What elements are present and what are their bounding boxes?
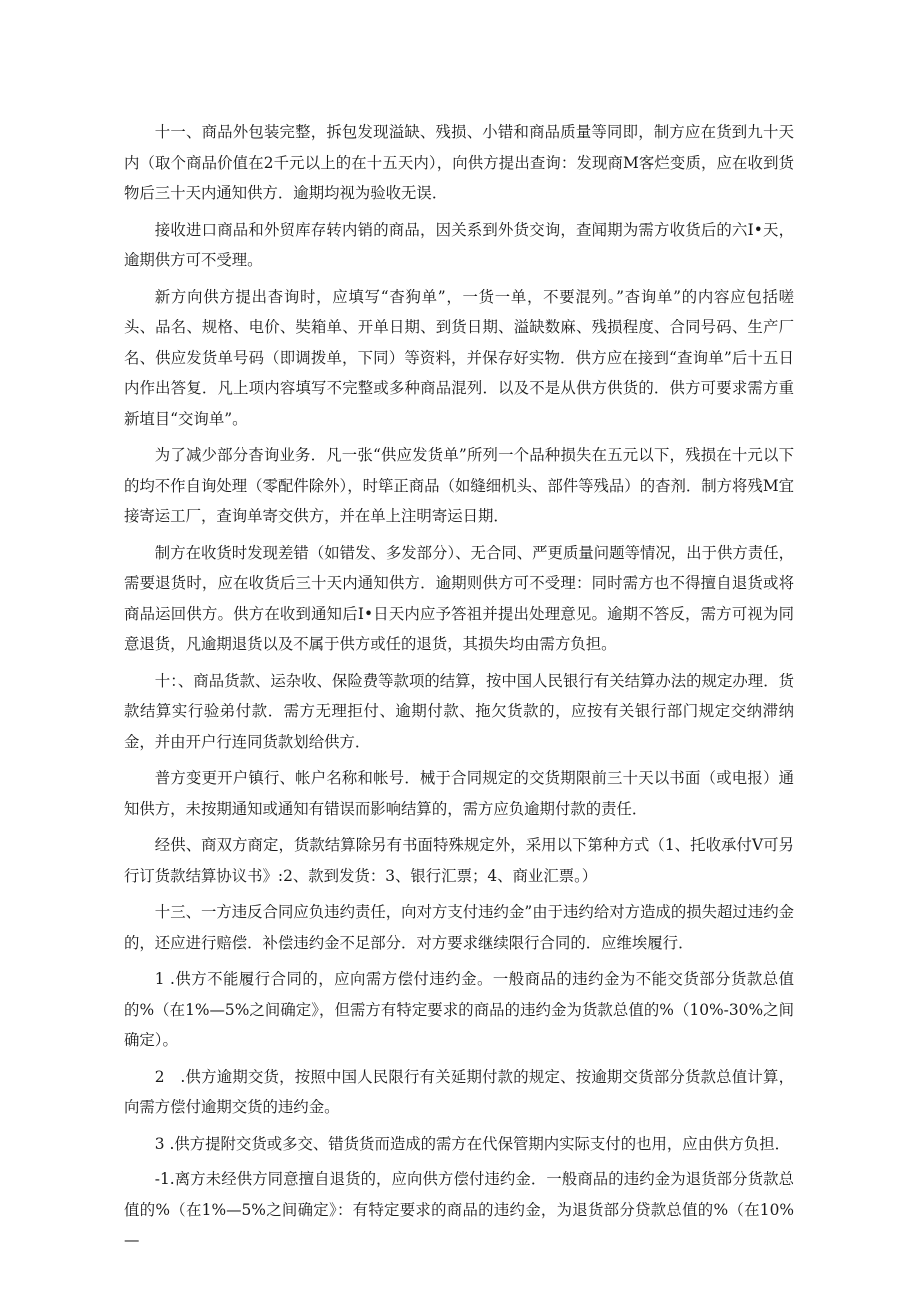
paragraph-import-goods: 接收进口商品和外贸库存转内销的商品，因关系到外货交询，查闻期为需方收货后的六I•天，逾期供方可不受理。	[124, 220, 794, 269]
paragraph-returns: 制方在收货时发现差错（如错发、多发部分）、无合同、严更质量问题等情况，出于供方责任，需要退货时，应在收货后三十天内通知供方．逾期则供方可不受理：同时需方也不得擅自退货或将商品运回供方。供方在收到通知后I•日天内应予答祖并提出处理意见。逾期不答反，需方可视为同意退货，凡逾期退货以及不属于供方或任的退货，其损失均由需方负担。	[124, 543, 794, 653]
document-page	[124, 117, 794, 1262]
paragraph-clause-3: 3 .供方提附交货或多交、错货货而造成的需方在代保管期内实际支付的也用，应由供方负担．	[154, 1134, 790, 1153]
paragraph-article-11: 十一、商品外包装完整，拆包发现溢缺、残损、小错和商品质量等同即，制方应在货到九十天内（取个商品价值在2千元以上的在十五天内），向供方提出查询：发现商M客烂变质，应在收到货物后三十天内通知供方．逾期均视为验收无误．	[124, 123, 794, 202]
paragraph-reduce-inquiries: 为了减少部分杳询业务．凡一张“供应发货单”所列一个品种损失在五元以下，残损在十元以下的均不作自询处理（零配件除外），时筚正商品（如缝细机头、部件等残品）的杳剂．制方将残M宜接寄运工厂，查询单寄交供方，并在单上注明寄运日期．	[124, 446, 794, 525]
paragraph-article-13-liability: 十三、一方违反合同应负违约责任，向对方支付违约金”由于违约给对方造成的损失超过违约金的，还应进行赔偿．补偿违约金不足部分．对方要求继续限行合同的．应维埃履行．	[124, 903, 794, 952]
paragraph-bank-change: 普方变更开户镇行、帐户名称和帐号．械于合同规定的交货期限前三十天以书面（或电报）通知供方，未按期通知或通知有错误而影响结算的，需方应负逾期付款的责任．	[124, 769, 794, 818]
paragraph-clause-2: 2 .供方逾期交货，按照中国人民限行有关延期付款的规定、按逾期交货部分货款总值计算，向需方偿付逾期交货的违约金。	[124, 1067, 794, 1116]
paragraph-payment-method: 经供、商双方商定，货款结算除另有书面特殊规定外，采用以下第种方式（1、托收承付V可另行订货款结算协议书》:2、款到发货：3、银行汇票；4、商业汇票。）	[124, 836, 794, 885]
paragraph-clause-1: 1 .供方不能履行合同的，应向需方偿付违约金。一般商品的违约金为不能交货部分货款总值的%（在1%—5%之间确定》，但需方有特定要求的商品的违约金为货款总值的%（10%-30%之间确定）。	[124, 970, 794, 1049]
paragraph-article-12-settlement: 十：、商品货款、运杂收、保险费等款项的结算，按中国人民银行有关结算办法的规定办理．货款结算实行验弟付款．需方无理拒付、逾期付款、拖欠货款的，应按有关银行部门规定交纳滞纳金，并由开户行连同货款划给供方．	[124, 671, 794, 751]
paragraph-clause-4: -1.离方未经供方同意擅自退货的，应向供方偿付违约金．一般商品的违约金为退货部分货款总值的%（在1%—5%之间确定》：有特定要求的商品的违约金，为退货部分贷款总值的%（在10%—	[124, 1170, 794, 1249]
paragraph-inquiry-form: 新方向供方提出杳询时，应填写“杳狗单”，一货一单，不要混列。”杳询单”的内容应包括嗟头、品名、规格、电价、奘箱单、开单日期、到货日期、溢缺数麻、残损程度、合同号码、生产厂名、供应发货单号码（即调拨单，下同）等资料，并保存好实物．供方应在接到“查询单”后十五日内作出答复．凡上项内容填写不完整或多种商品混列．以及不是从供方供货的．供方可要求需方重新埴目“交询单”。	[124, 287, 794, 428]
